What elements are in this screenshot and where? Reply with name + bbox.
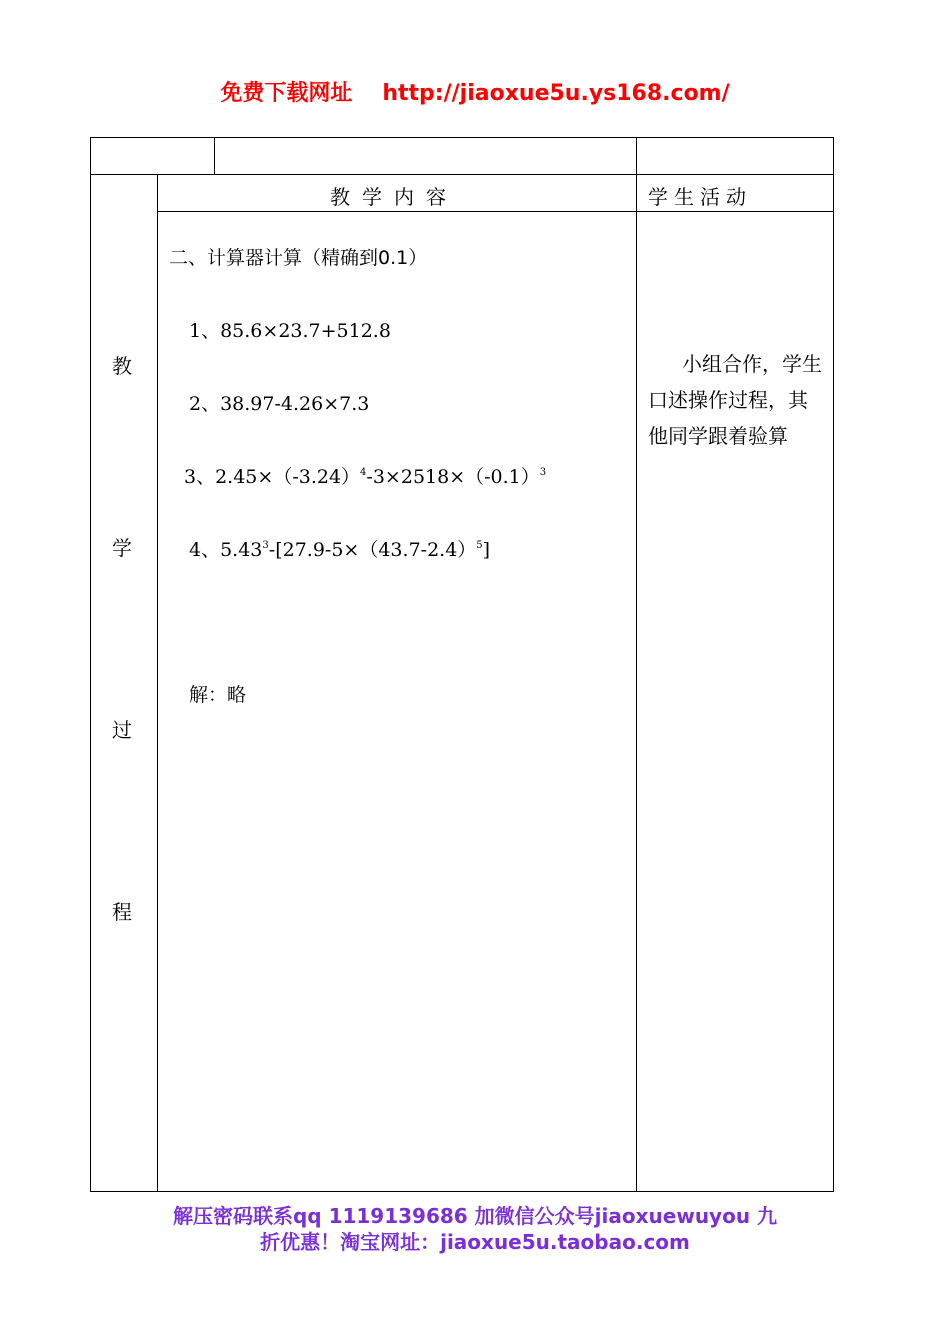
header-label: 免费下载网址 <box>220 81 353 106</box>
activity-heading: 学生活动 <box>648 185 752 209</box>
download-header <box>0 76 950 107</box>
side-label-char: 程 <box>112 900 132 924</box>
side-label-char: 教 <box>112 354 132 378</box>
footer-line-2: 折优惠！淘宝网址：jiaoxue5u.taobao.com <box>260 1230 690 1254</box>
footer-line-1: 解压密码联系qq 1119139686 加微信公众号jiaoxuewuyou 九 <box>172 1204 778 1228</box>
content-heading: 教学内容 <box>330 185 458 209</box>
header-url-link[interactable]: http://jiaoxue5u.ys168.com/ <box>382 81 730 106</box>
exponent: 3 <box>262 540 269 551</box>
student-activity-text: 小组合作，学生口述操作过程，其他同学跟着验算 <box>648 352 822 448</box>
answer-note: 解：略 <box>189 684 247 706</box>
problem-3 <box>184 462 546 489</box>
problem-4-part: -[27.9-5×（43.7-2.4） <box>268 539 477 561</box>
side-label-char: 学 <box>112 536 132 560</box>
problem-2: 2、38.97-4.26×7.3 <box>189 393 370 415</box>
problem-3-part: -3×2518×（-0.1） <box>366 466 540 488</box>
exponent: 4 <box>360 467 367 478</box>
problem-4 <box>189 535 490 562</box>
side-label-char: 过 <box>112 718 132 742</box>
exponent: 3 <box>539 467 547 478</box>
section-title: 二、计算器计算（精确到0.1） <box>169 247 428 269</box>
problem-4-part: 4、5.43 <box>189 539 263 561</box>
problem-1: 1、85.6×23.7+512.8 <box>189 320 391 342</box>
exponent: 5 <box>476 540 483 551</box>
problem-3-part: 3、2.45×（-3.24） <box>184 466 361 488</box>
problem-4-part: ] <box>482 539 491 561</box>
